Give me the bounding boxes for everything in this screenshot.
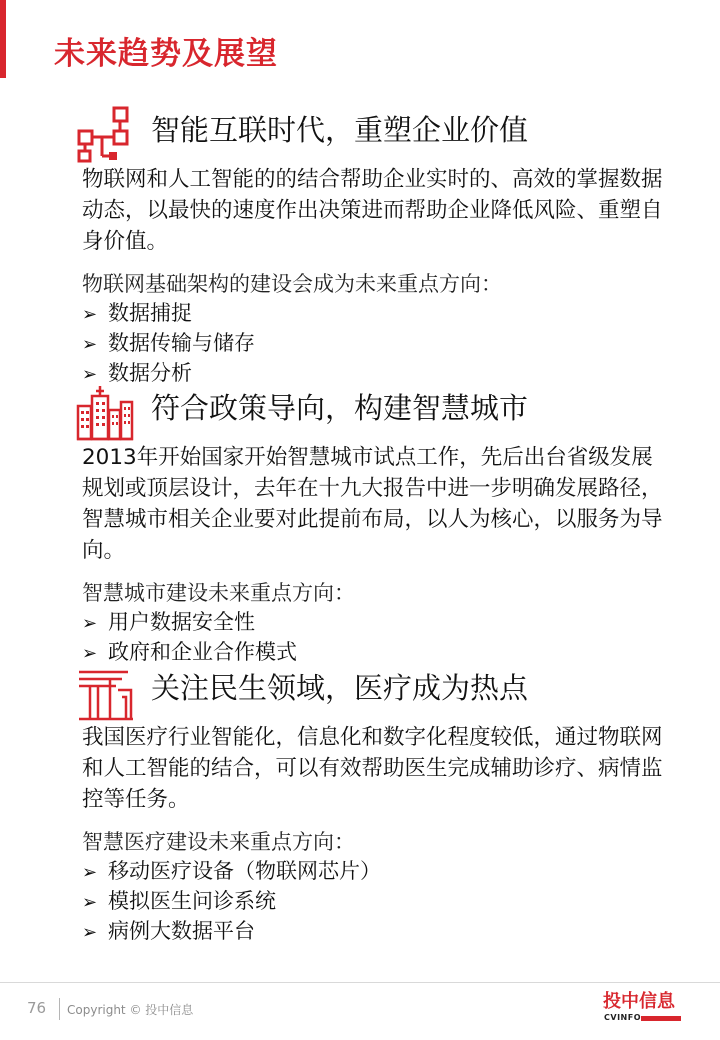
arrow-bullet-icon: ➢: [82, 613, 98, 634]
section-smart-city: [0, 382, 720, 668]
logo-accent-bar: [641, 1016, 681, 1021]
section-title: 符合政策导向，构建智慧城市: [151, 391, 529, 425]
list-item: [82, 299, 674, 329]
section-header: [0, 104, 720, 164]
logo-text: 投中信息: [603, 991, 675, 1012]
arrow-bullet-icon: ➢: [82, 892, 98, 913]
arrow-bullet-icon: ➢: [82, 304, 98, 325]
section-title: 智能互联时代，重塑企业价值: [151, 113, 529, 147]
bullet-list: [82, 299, 674, 389]
section-healthcare: [0, 662, 720, 947]
section-body: [0, 722, 720, 947]
list-item-text: 数据捕捉: [108, 301, 192, 325]
section-intro: 智慧城市建设未来重点方向：: [82, 581, 355, 605]
arrow-bullet-icon: ➢: [82, 334, 98, 355]
section-paragraph: 2013年开始国家开始智慧城市试点工作，先后出台省级发展规划或顶层设计，去年在十九大报告中进一步明确发展路径，智慧城市相关企业要对此提前布局，以人为核心，以服务为导向。: [82, 445, 663, 563]
arrow-bullet-icon: ➢: [82, 862, 98, 883]
list-item-text: 移动医疗设备（物联网芯片）: [108, 859, 381, 883]
brand-logo: [603, 992, 683, 1026]
list-item-text: 模拟医生问诊系统: [108, 889, 276, 913]
footer-separator: [59, 998, 60, 1020]
network-nodes-icon: [76, 106, 134, 164]
list-item: [82, 329, 674, 359]
list-item-text: 病例大数据平台: [108, 919, 255, 943]
list-item-text: 政府和企业合作模式: [108, 640, 297, 664]
list-item: [82, 857, 674, 887]
page-title: 未来趋势及展望: [54, 36, 278, 72]
arrow-bullet-icon: ➢: [82, 922, 98, 943]
title-accent-bar: [0, 0, 6, 78]
section-paragraph: 物联网和人工智能的的结合帮助企业实时的、高效的掌握数据动态，以最快的速度作出决策进而帮助企业降低风险、重塑自身价值。: [82, 167, 663, 254]
section-header: [0, 382, 720, 442]
bullet-list: [82, 857, 674, 947]
list-item-text: 数据分析: [108, 361, 192, 385]
infrastructure-lines-icon: [76, 664, 134, 722]
list-item: [82, 608, 674, 638]
section-body: [0, 442, 720, 668]
list-item: [82, 887, 674, 917]
list-item-text: 数据传输与储存: [108, 331, 255, 355]
section-header: [0, 662, 720, 722]
arrow-bullet-icon: ➢: [82, 643, 98, 664]
list-item: [82, 917, 674, 947]
section-body: [0, 164, 720, 389]
page-number: 76: [27, 999, 47, 1017]
arrow-bullet-icon: ➢: [82, 364, 98, 385]
section-title: 关注民生领域，医疗成为热点: [151, 671, 529, 705]
logo-subtext: CVINFO: [604, 1013, 641, 1022]
list-item-text: 用户数据安全性: [108, 610, 255, 634]
section-intro: 物联网基础架构的建设会成为未来重点方向：: [82, 272, 502, 296]
footer-divider: [0, 982, 720, 983]
bullet-list: [82, 608, 674, 668]
city-buildings-icon: [76, 384, 134, 442]
section-paragraph: 我国医疗行业智能化，信息化和数字化程度较低，通过物联网和人工智能的结合，可以有效帮助医生完成辅助诊疗、病情监控等任务。: [82, 725, 663, 812]
copyright-text: Copyright © 投中信息: [67, 1003, 194, 1017]
section-intro: 智慧医疗建设未来重点方向：: [82, 830, 355, 854]
section-smart-interconnect: [0, 104, 720, 389]
